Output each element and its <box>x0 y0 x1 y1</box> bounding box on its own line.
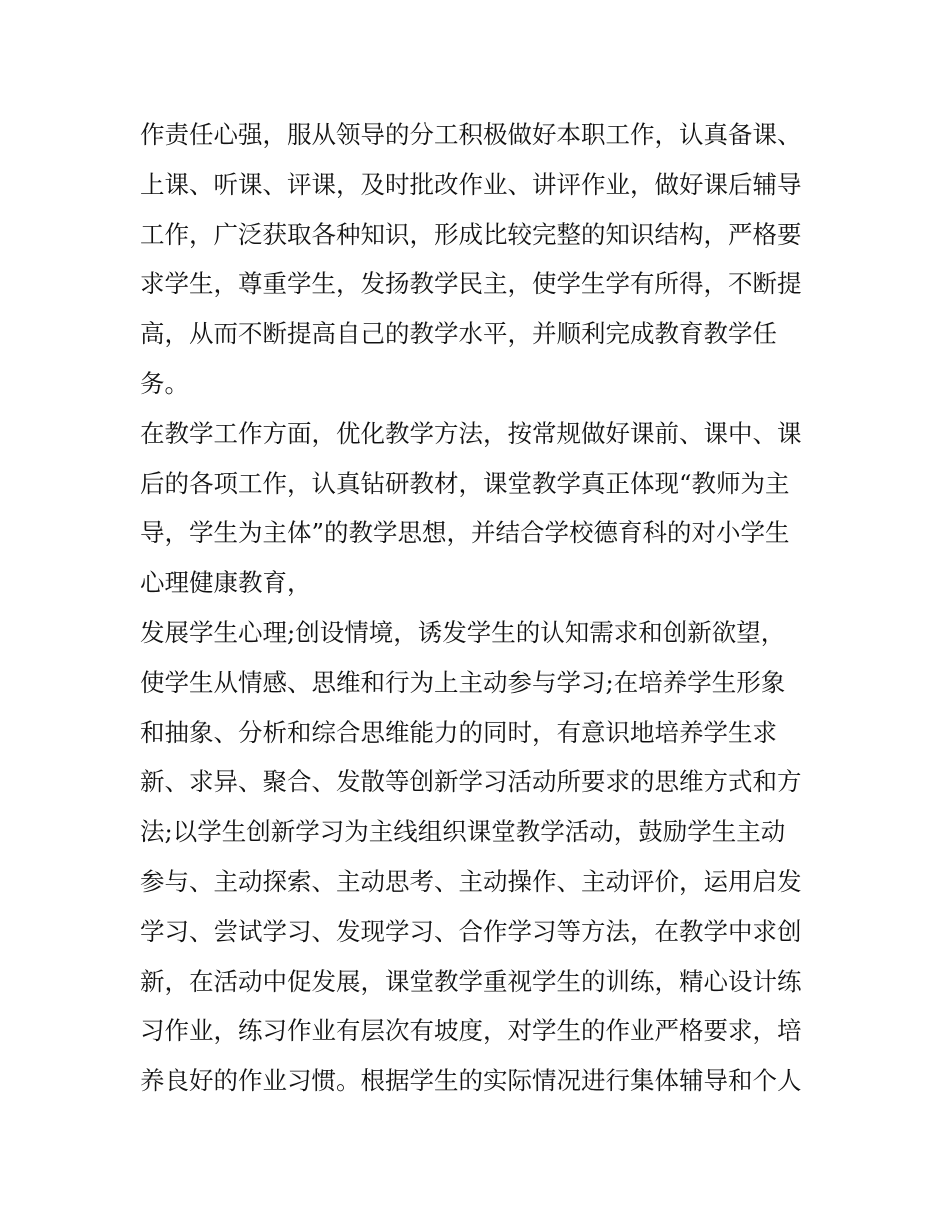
text-line: 上课、听课、评课，及时批改作业、讲评作业，做好课后辅导 <box>140 169 802 199</box>
text-line: 求学生，尊重学生，发扬教学民主，使学生学有所得，不断提 <box>140 269 802 299</box>
text-line: 新，在活动中促发展，课堂教学重视学生的训练，精心设计练 <box>140 966 802 996</box>
body-text <box>140 110 830 1106</box>
text-line: 养良好的作业习惯。根据学生的实际情况进行集体辅导和个人 <box>140 1066 802 1096</box>
text-line: 工作，广泛获取各种知识，形成比较完整的知识结构，严格要 <box>140 219 802 249</box>
text-line: 高，从而不断提高自己的教学水平，并顺利完成教育教学任 <box>140 319 777 349</box>
text-line: 法;以学生创新学习为主线组织课堂教学活动，鼓励学生主动 <box>140 817 786 847</box>
text-line: 务。 <box>140 368 189 398</box>
text-line: 习作业，练习作业有层次有坡度，对学生的作业严格要求，培 <box>140 1016 802 1046</box>
text-line: 使学生从情感、思维和行为上主动参与学习;在培养学生形象 <box>140 667 786 697</box>
text-line: 发展学生心理;创设情境，诱发学生的认知需求和创新欲望， <box>140 617 786 647</box>
text-line: 新、求异、聚合、发散等创新学习活动所要求的思维方式和方 <box>140 767 802 797</box>
text-line: 和抽象、分析和综合思维能力的同时，有意识地培养学生求 <box>140 717 777 747</box>
text-line: 作责任心强，服从领导的分工积极做好本职工作，认真备课、 <box>140 120 802 149</box>
text-line: 心理健康教育， <box>140 568 312 598</box>
text-line: 学习、尝试学习、发现学习、合作学习等方法，在教学中求创 <box>140 916 802 946</box>
text-line: 在教学工作方面，优化教学方法，按常规做好课前、课中、课 <box>140 418 802 448</box>
text-line: 参与、主动探索、主动思考、主动操作、主动评价，运用启发 <box>140 866 802 896</box>
text-line: 后的各项工作，认真钻研教材，课堂教学真正体现“教师为主 <box>140 468 790 498</box>
text-line: 导，学生为主体”的教学思想，并结合学校德育科的对小学生 <box>140 518 790 548</box>
